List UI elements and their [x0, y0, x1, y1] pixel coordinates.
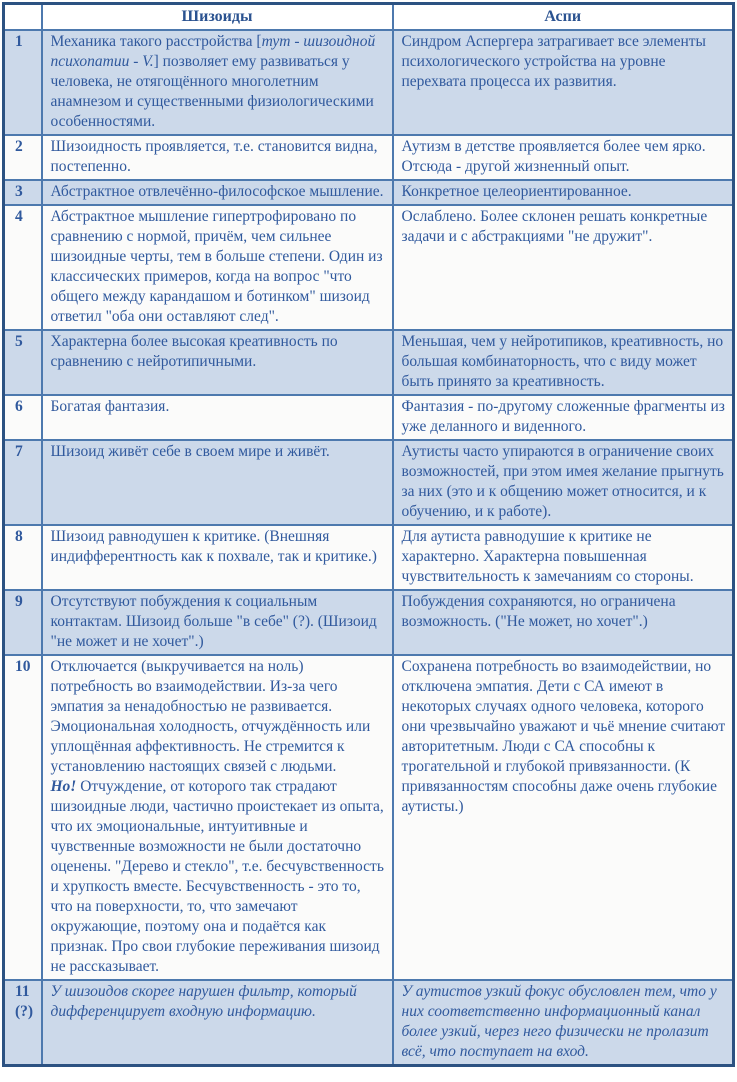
text-segment: Но! [50, 778, 77, 795]
text-segment: Абстрактное отвлечённо-философское мышление. [50, 183, 384, 200]
row-number-cell: 4 [4, 205, 42, 330]
text-segment: Шизоидность проявляется, т.е. становится видна, постепенно. [50, 138, 378, 175]
schizoid-cell [42, 30, 393, 135]
schizoid-cell [42, 180, 393, 205]
aspie-cell [393, 590, 734, 655]
text-segment: Механика такого расстройства [ [50, 33, 262, 50]
text-segment: Характерна более высокая креативность по сравнению с нейротипичными. [50, 333, 338, 370]
header-row [4, 4, 734, 31]
text-segment: Абстрактное мышление гипертрофировано по сравнению с нормой, причём, чем сильнее шизоидные черты, тем в больше степени. Один из классических примеров, когда на вопрос "что общего между карандашом и ботинком" шизоид ответил "оба они оставляют след". [50, 208, 383, 325]
schizoid-cell [42, 440, 393, 525]
table-row [4, 205, 734, 330]
table-row [4, 525, 734, 590]
aspie-cell [393, 180, 734, 205]
aspie-cell [393, 205, 734, 330]
text-segment: У аутистов узкий фокус обусловлен тем, что у них соответственно информационный канал более узкий, через него физически не пролазит всё, что поступает на вход. [401, 983, 717, 1060]
text-segment: Аутисты часто упираются в ограничение своих возможностей, при этом имея желание прыгнуть за них (это и к общению может относится, и к обучению, и к работе). [401, 443, 724, 520]
schizoid-cell [42, 980, 393, 1066]
row-number-cell: 8 [4, 525, 42, 590]
text-segment: Меньшая, чем у нейротипиков, креативность, но большая комбинаторность, что с виду может быть принято за креативность. [401, 333, 724, 390]
text-segment: Сохранена потребность во взаимодействии, но отключена эмпатия. Дети с СА имеют в некоторых случаях одного человека, которого они чрезвычайно уважают и чьё мнение считают авторитетным. Люди с СА способны к трогательной и глубокой привязанности. (К привязанностям способны даже очень глубокие аутисты.) [401, 658, 726, 815]
row-number-cell: 9 [4, 590, 42, 655]
table-row [4, 395, 734, 440]
schizoid-cell [42, 205, 393, 330]
text-segment: Отключается (выкручивается на ноль) потребность во взаимодействии. Из-за чего эмпатия за ненадобностью не развивается. Эмоциональная холодность, отчуждённость или уплощённая аффективность. Не стремится к установлению настоящих связей с людьми. [50, 658, 371, 775]
table-header [4, 4, 734, 31]
column-header-schizoids: Шизоиды [42, 4, 393, 31]
table-body [4, 30, 734, 1066]
text-segment: Ослаблено. Более склонен решать конкретные задачи и с абстракциями "не дружит". [401, 208, 708, 245]
aspie-cell [393, 135, 734, 180]
aspie-cell [393, 330, 734, 395]
table-row [4, 135, 734, 180]
row-number-cell: 6 [4, 395, 42, 440]
aspie-cell [393, 440, 734, 525]
table-row [4, 655, 734, 980]
text-segment: Шизоид живёт себе в своем мире и живёт. [50, 443, 330, 460]
table-row [4, 440, 734, 525]
text-segment: Фантазия - по-другому сложенные фрагменты из уже деланного и виденного. [401, 398, 725, 435]
text-segment: Отчуждение, от которого так страдают шизоидные люди, частично проистекает из опыта, что их эмоциональные, интуитивные и чувственные возможности не были достаточно оценены. "Дерево и стекло", т.е. бесчувственность и хрупкость вместе. Бесчувственность - это то, что на поверхности, то, что замечают окружающие, поэтому она и подаётся как признак. Про свои глубокие переживания шизоид не рассказывает. [50, 778, 384, 975]
aspie-cell [393, 655, 734, 980]
column-header-number [4, 4, 42, 31]
text-segment: У шизоидов скорее нарушен фильтр, который дифференцирует входную информацию. [50, 983, 357, 1020]
text-segment: ] позволяет ему развиваться у человека, не отягощённого многолетним анамнезом и существенными физиологическими особенностями. [50, 53, 374, 130]
row-number-cell: 2 [4, 135, 42, 180]
schizoid-cell [42, 655, 393, 980]
table-row [4, 590, 734, 655]
text-segment: Отсутствуют побуждения к социальным контактам. Шизоид больше "в себе" (?). (Шизоид "не может и не хочет".) [50, 593, 377, 650]
table-row [4, 330, 734, 395]
table-row [4, 980, 734, 1066]
row-number-cell: 10 [4, 655, 42, 980]
schizoid-cell [42, 330, 393, 395]
text-segment: Богатая фантазия. [50, 398, 170, 415]
aspie-cell [393, 525, 734, 590]
schizoid-cell [42, 590, 393, 655]
text-segment: Побуждения сохраняются, но ограничена возможность. ("Не может, но хочет".) [401, 593, 676, 630]
comparison-table [2, 2, 735, 1067]
row-number-cell: 3 [4, 180, 42, 205]
schizoid-cell [42, 135, 393, 180]
schizoid-cell [42, 525, 393, 590]
aspie-cell [393, 980, 734, 1066]
row-number-cell: 1 [4, 30, 42, 135]
row-number-cell: 11 (?) [4, 980, 42, 1066]
table-row [4, 180, 734, 205]
text-segment: Конкретное целеориентированное. [401, 183, 632, 200]
row-number-cell: 7 [4, 440, 42, 525]
table-row [4, 30, 734, 135]
text-segment: Шизоид равнодушен к критике. (Внешняя индифферентность как к похвале, так и критике.) [50, 528, 377, 565]
text-segment: Аутизм в детстве проявляется более чем ярко. Отсюда - другой жизненный опыт. [401, 138, 706, 175]
column-header-aspies: Аспи [393, 4, 734, 31]
text-segment: тут - шизоидной психопатии - V. [50, 33, 376, 70]
aspie-cell [393, 395, 734, 440]
text-segment: Синдром Аспергера затрагивает все элементы психологического устройства на уровне перехвата процесса их развития. [401, 33, 706, 90]
row-number-cell: 5 [4, 330, 42, 395]
text-segment: Для аутиста равнодушие к критике не характерно. Характерна повышенная чувствительность к замечаниям со стороны. [401, 528, 694, 585]
aspie-cell [393, 30, 734, 135]
schizoid-cell [42, 395, 393, 440]
